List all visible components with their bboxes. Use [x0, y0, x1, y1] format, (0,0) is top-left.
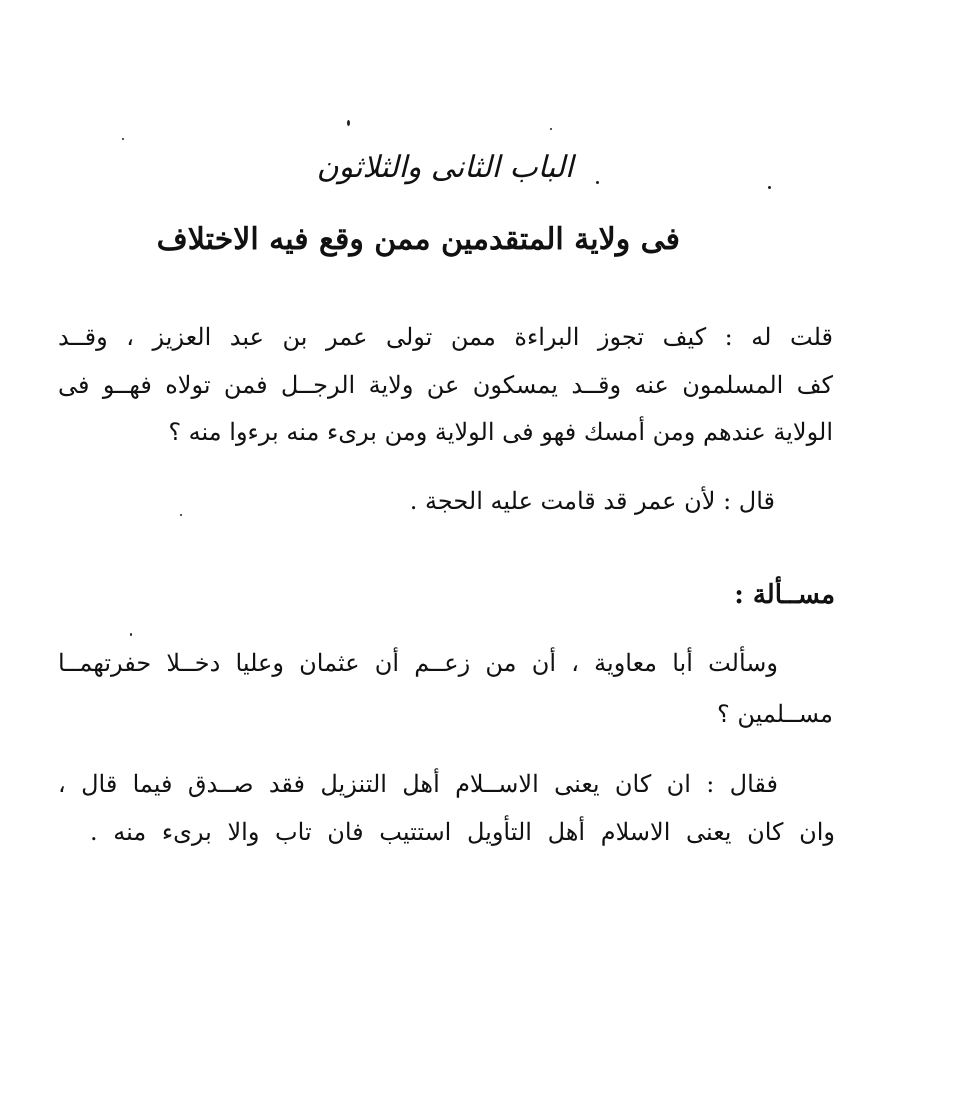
paragraph-1-line-1: قلت له : كيف تجوز البراءة ممن تولى عمر بن عبد العزيز ، وقــد	[58, 323, 833, 351]
scan-speck	[122, 138, 124, 140]
answer-line-2: وان كان يعنى الاسلام أهل التأويل استتيب فان تاب والا برىء منه .	[90, 818, 835, 846]
masala-label: مســألة :	[734, 580, 835, 610]
question-line-1: وسألت أبا معاوية ، أن من زعــم أن عثمان وعليا دخــلا حفرتهمــا	[58, 649, 778, 677]
paragraph-1-line-2: كف المسلمون عنه وقــد يمسكون عن ولاية الرجــل فمن تولاه فهــو فى	[58, 371, 833, 399]
question-line-2: مســلمين ؟	[716, 700, 833, 728]
chapter-title: الباب الثانى والثلاثون	[316, 150, 574, 185]
section-heading: فى ولاية المتقدمين ممن وقع فيه الاختلاف	[156, 222, 680, 257]
paragraph-2-line-1: قال : لأن عمر قد قامت عليه الحجة .	[409, 487, 775, 515]
scan-speck	[180, 514, 182, 516]
scan-speck	[550, 128, 552, 130]
answer-line-1: فقال : ان كان يعنى الاســلام أهل التنزيل فقد صــدق فيما قال ،	[58, 770, 778, 798]
scan-speck	[596, 181, 599, 184]
paragraph-1-line-3: الولاية عندهم ومن أمسك فهو فى الولاية ومن برىء منه برءوا منه ؟	[168, 418, 833, 446]
scan-speck	[347, 120, 350, 126]
scan-speck	[130, 633, 132, 636]
scan-speck	[768, 186, 771, 189]
